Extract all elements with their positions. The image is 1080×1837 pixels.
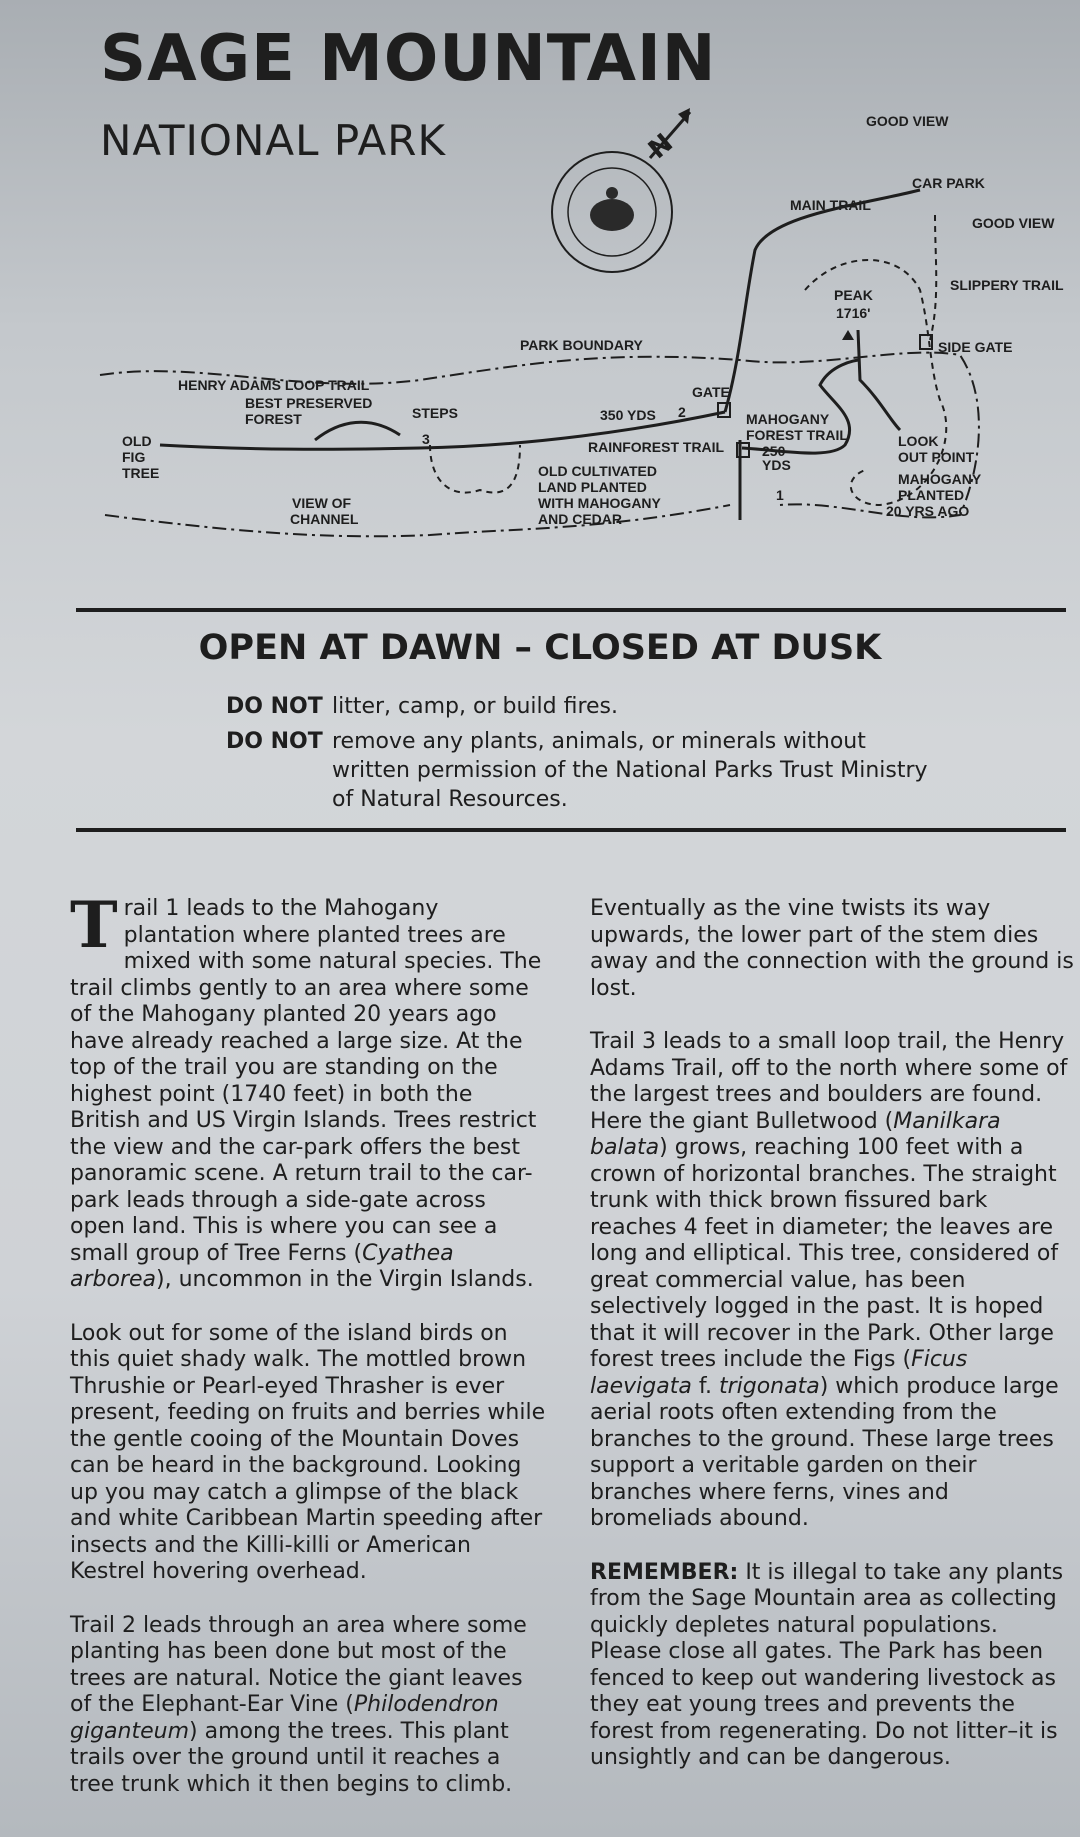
label-gate: GATE: [692, 384, 730, 400]
label-250-yds: YDS: [762, 457, 791, 473]
paragraph-vine: Eventually as the vine twists its way upwards, the lower part of the stem dies away and the connection with the ground is lost.: [590, 896, 1074, 1001]
divider-middle: [76, 828, 1066, 832]
north-arrow-icon: [643, 108, 690, 165]
label-tree: TREE: [122, 465, 160, 481]
label-park-boundary: PARK BOUNDARY: [520, 337, 643, 353]
paragraph-trail-1: Trail 1 leads to the Mahogany plantation where planted trees are mixed with some natural species. The trail climbs gently to an area where some of the Mahogany planted 20 years ago have already reached a large size. At the top of the trail you are standing on the highest point (1740 feet) in both the British and US Virgin Islands. Trees restrict the view and the car-park offers the best panoramic scene. A return trail to the car-park leads through a side-gate across open land. This is where you can see a small group of Tree Ferns (Cyathea arborea), uncommon in the Virgin Islands.: [70, 888, 542, 1292]
label-mahogany-planted-3: 20 YRS AGO: [886, 503, 970, 519]
label-view-of: VIEW OF: [292, 495, 352, 511]
peak-marker-icon: [842, 330, 854, 340]
rule-row: [226, 727, 932, 814]
label-steps: STEPS: [412, 405, 458, 421]
paragraph-remember: REMEMBER: It is illegal to take any plants from the Sage Mountain area as collecting quickly depletes natural populations. Please close all gates. The Park has been fenced to keep out wandering livestock as they eat young trees and prevents the forest from regenerating. Do not litter–it is unsightly and can be dangerous.: [590, 1559, 1064, 1770]
page-title: SAGE MOUNTAIN: [100, 22, 717, 96]
paragraph-birds: Look out for some of the island birds on this quiet shady walk. The mottled brown Thrushie or Pearl-eyed Thrasher is ever present, feeding on fruits and berries while the gentle cooing of the Mountain Doves can be heard in the background. Looking up you may catch a glimpse of the black and white Caribbean Martin speeding after insects and the Killi-killi or American Kestrel hovering overhead.: [70, 1320, 546, 1584]
label-mahogany-planted-1: MAHOGANY: [898, 471, 982, 487]
label-out-point: OUT POINT: [898, 449, 975, 465]
label-henry-adams-loop-trail: HENRY ADAMS LOOP TRAIL: [178, 377, 370, 393]
drop-cap: T: [70, 888, 118, 963]
label-old: OLD: [122, 433, 152, 449]
text-column-left: [70, 888, 546, 1825]
page-subtitle: NATIONAL PARK: [100, 116, 446, 165]
label-car-park: CAR PARK: [912, 175, 985, 191]
park-rules: [226, 692, 932, 820]
divider-top: [76, 608, 1066, 612]
paragraph-trail-3: Trail 3 leads to a small loop trail, the Henry Adams Trail, off to the north where some of the largest trees and boulders are found. Here the giant Bulletwood (Manilkara balata) grows, reaching 100 feet with a crown of horizontal branches. The straight trunk with thick brown fissured bark reaches 4 feet in diameter; the leaves are long and elliptical. This tree, considered of great commercial value, has been selectively logged in the past. It is hoped that it will recover in the Park. Other large forest trees include the Figs (Ficus laevigata f. trigonata) which produce large aerial roots often extending from the branches to the ground. These large trees support a veritable garden on their branches where ferns, vines and bromeliads abound.: [590, 1029, 1068, 1531]
label-peak-height: 1716': [836, 305, 871, 321]
rule-key: DO NOT: [226, 729, 323, 754]
label-old-cultivated-2: LAND PLANTED: [538, 479, 647, 495]
paragraph-trail-2: Trail 2 leads through an area where some planting has been done but most of the trees are natural. Notice the giant leaves of the Elephant-Ear Vine (Philodendron giganteum) among the trees. This plant trails over the ground until it reaches a tree trunk which it then begins to climb.: [70, 1612, 527, 1797]
label-old-cultivated-4: AND CEDAR: [538, 511, 622, 527]
label-main-trail: MAIN TRAIL: [790, 197, 871, 213]
label-old-cultivated-1: OLD CULTIVATED: [538, 463, 657, 479]
label-250: 250: [762, 443, 786, 459]
label-mahogany-forest-trail-2: FOREST TRAIL: [746, 427, 848, 443]
label-forest: FOREST: [245, 411, 302, 427]
label-old-cultivated-3: WITH MAHOGANY: [538, 495, 661, 511]
rule-text: remove any plants, animals, or minerals without written permission of the National Parks Trust Ministry of Natural Resources.: [332, 729, 928, 812]
national-parks-trust-seal: [552, 152, 672, 272]
label-trail-1: 1: [776, 487, 784, 503]
label-good-view-top: GOOD VIEW: [866, 113, 949, 129]
label-channel: CHANNEL: [290, 511, 359, 527]
svg-text:N: N: [642, 128, 679, 166]
label-trail-2: 2: [678, 404, 686, 420]
label-mahogany-forest-trail-1: MAHOGANY: [746, 411, 830, 427]
label-slippery-trail: SLIPPERY TRAIL: [950, 277, 1064, 293]
trail-map: [0, 0, 1080, 600]
rule-row: [226, 692, 932, 721]
label-best-preserved: BEST PRESERVED: [245, 395, 373, 411]
label-fig: FIG: [122, 449, 146, 465]
label-rainforest-trail: RAINFOREST TRAIL: [588, 439, 725, 455]
label-350-yds: 350 YDS: [600, 407, 656, 423]
label-side-gate: SIDE GATE: [938, 339, 1013, 355]
label-peak: PEAK: [834, 287, 873, 303]
rule-key: DO NOT: [226, 694, 323, 719]
hours-heading: OPEN AT DAWN – CLOSED AT DUSK: [198, 628, 882, 668]
text-column-right: [590, 896, 1074, 1799]
label-good-view-right: GOOD VIEW: [972, 215, 1055, 231]
label-look: LOOK: [898, 433, 939, 449]
label-mahogany-planted-2: PLANTED: [898, 487, 965, 503]
dashed-trails: [430, 215, 946, 505]
turtle-icon: [590, 199, 634, 231]
label-trail-3: 3: [422, 431, 430, 447]
rule-text: litter, camp, or build fires.: [332, 694, 618, 719]
